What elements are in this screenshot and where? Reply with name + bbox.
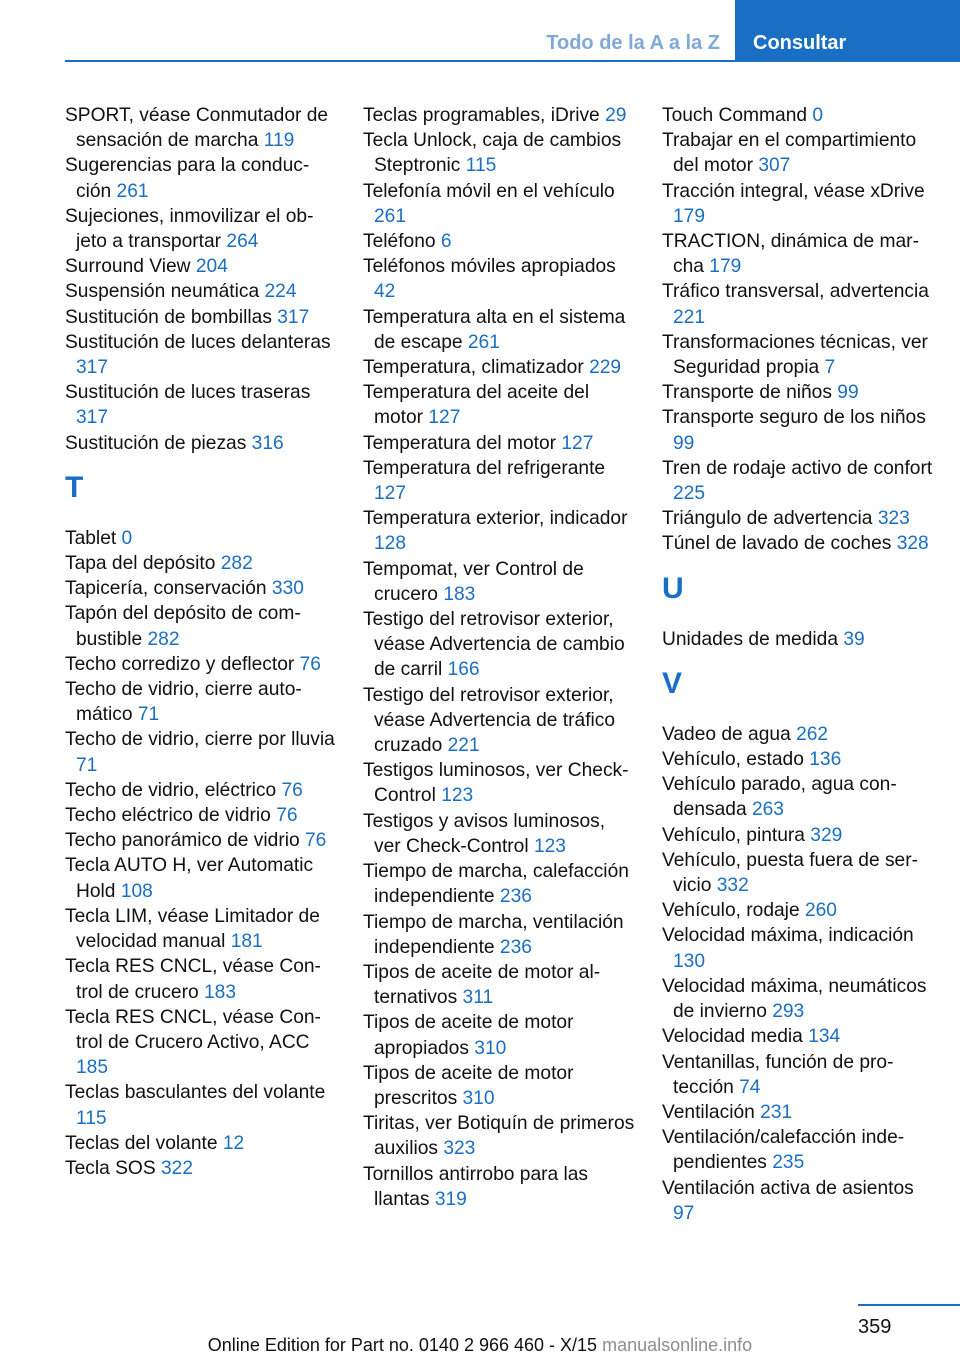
index-entry-text: Velocidad máxima, neumáticos de invierno bbox=[662, 975, 927, 1023]
index-entry bbox=[363, 1010, 635, 1060]
page-reference-link[interactable]: 235 bbox=[772, 1152, 805, 1174]
index-entry bbox=[65, 551, 337, 576]
page-reference-link[interactable]: 123 bbox=[533, 835, 566, 857]
index-entry-text: Temperatura alta en el sistema de escape bbox=[363, 306, 626, 353]
page-reference-link[interactable]: 76 bbox=[305, 830, 327, 852]
index-column-1 bbox=[65, 103, 337, 1181]
page-reference-link[interactable]: 319 bbox=[434, 1188, 467, 1210]
index-entry-text: Sujeciones, inmovilizar el objeto a transportar bbox=[65, 205, 314, 253]
index-entry bbox=[65, 330, 337, 380]
index-entry bbox=[65, 1080, 337, 1130]
page-reference-link[interactable]: 317 bbox=[76, 407, 109, 429]
index-entry-text: Ventilación bbox=[662, 1101, 755, 1123]
index-entry bbox=[65, 103, 337, 153]
page-header bbox=[0, 0, 960, 62]
index-entry-text: Transformaciones técnicas, ver Seguridad propia bbox=[662, 331, 928, 379]
online-edition-footer bbox=[0, 1335, 960, 1356]
index-entry bbox=[662, 1050, 934, 1100]
page-reference-link[interactable]: 264 bbox=[226, 231, 259, 253]
index-entry-text: Ventilación activa de asientos bbox=[662, 1177, 914, 1199]
header-divider bbox=[65, 60, 960, 62]
index-entry bbox=[65, 677, 337, 727]
index-entry bbox=[363, 1061, 635, 1111]
index-entry bbox=[65, 204, 337, 254]
index-entry bbox=[65, 601, 337, 651]
page-reference-link[interactable]: 179 bbox=[709, 256, 742, 278]
index-entry-text: Temperatura del aceite del motor bbox=[363, 382, 590, 429]
page-reference-link[interactable]: 128 bbox=[374, 533, 407, 555]
page-reference-link[interactable]: 293 bbox=[772, 1001, 805, 1023]
page-reference-link[interactable]: 282 bbox=[220, 553, 253, 575]
index-entry bbox=[662, 772, 934, 822]
page-reference-link[interactable]: 127 bbox=[374, 483, 407, 505]
index-entry bbox=[363, 456, 635, 506]
index-entry bbox=[65, 279, 337, 304]
index-entry-text: Teléfono bbox=[363, 231, 436, 253]
page-reference-link[interactable]: 262 bbox=[796, 723, 829, 745]
page-reference-link[interactable]: 134 bbox=[808, 1026, 841, 1048]
chapter-tab: Consultar bbox=[735, 0, 960, 62]
index-entry-text: Velocidad máxima, indicación bbox=[662, 925, 914, 947]
page-reference-link[interactable]: 204 bbox=[195, 256, 228, 278]
index-entry bbox=[363, 758, 635, 808]
footer-divider bbox=[858, 1304, 960, 1306]
page-reference-link[interactable]: 29 bbox=[605, 105, 627, 126]
page-reference-link[interactable]: 97 bbox=[673, 1202, 695, 1224]
page-reference-link[interactable]: 236 bbox=[499, 886, 532, 908]
page-reference-link[interactable]: 127 bbox=[428, 407, 461, 429]
page-reference-link[interactable]: 282 bbox=[147, 628, 180, 650]
page-reference-link[interactable]: 323 bbox=[877, 508, 910, 530]
index-entry-text: Tapicería, conservación bbox=[65, 578, 267, 600]
page-reference-link[interactable]: 261 bbox=[374, 205, 407, 227]
index-entry-text: Tipos de aceite de motor prescritos bbox=[363, 1062, 574, 1109]
index-entry-text: Sugerencias para la conducción bbox=[65, 155, 310, 202]
index-entry bbox=[662, 380, 934, 405]
page-reference-link[interactable]: 136 bbox=[809, 749, 842, 771]
watermark-text: manualsonline.info bbox=[602, 1335, 753, 1355]
page-reference-link[interactable]: 130 bbox=[673, 950, 706, 972]
index-entry bbox=[662, 456, 934, 506]
page-reference-link[interactable]: 6 bbox=[440, 231, 452, 253]
index-entry-text: Tapa del depósito bbox=[65, 553, 216, 575]
index-entry-text: Transporte de niños bbox=[662, 382, 832, 404]
page-reference-link[interactable]: 323 bbox=[443, 1138, 476, 1160]
index-entry bbox=[65, 853, 337, 903]
page-reference-link[interactable]: 74 bbox=[739, 1076, 761, 1098]
page-reference-link[interactable]: 183 bbox=[443, 583, 476, 605]
index-entry bbox=[65, 1131, 337, 1156]
index-entry bbox=[65, 431, 337, 456]
index-entry bbox=[363, 910, 635, 960]
index-entry bbox=[662, 179, 934, 229]
page-reference-link[interactable]: 108 bbox=[120, 880, 153, 902]
page-reference-link[interactable]: 39 bbox=[843, 628, 865, 650]
page-reference-link[interactable]: 332 bbox=[716, 875, 749, 897]
index-entry bbox=[65, 904, 337, 954]
index-entry-text: Tecla RES CNCL, véase Control de Crucero Activo, ACC bbox=[65, 1006, 321, 1053]
page-reference-link[interactable]: 179 bbox=[673, 205, 706, 227]
page-reference-link[interactable]: 310 bbox=[462, 1087, 495, 1109]
page-reference-link[interactable]: 42 bbox=[374, 281, 396, 303]
index-entry bbox=[363, 683, 635, 759]
index-entry-text: Vehículo, pintura bbox=[662, 824, 805, 846]
page-reference-link[interactable]: 229 bbox=[589, 357, 622, 379]
index-entry bbox=[363, 506, 635, 556]
page-reference-link[interactable]: 225 bbox=[673, 483, 706, 505]
page-reference-link[interactable]: 260 bbox=[804, 900, 837, 922]
index-entry-text: Unidades de medida bbox=[662, 628, 839, 650]
index-entry bbox=[363, 254, 635, 304]
index-entry bbox=[65, 803, 337, 828]
index-entry bbox=[363, 355, 635, 380]
index-entry bbox=[65, 1005, 337, 1081]
index-entry-text: Testigo del retrovisor exterior, véase Advertencia de tráfico cruzado bbox=[363, 684, 616, 757]
index-entry bbox=[363, 128, 635, 178]
index-entry bbox=[65, 1156, 337, 1181]
index-entry-text: Tipos de aceite de motor apropiados bbox=[363, 1012, 574, 1059]
index-entry bbox=[662, 1024, 934, 1049]
index-entry bbox=[662, 128, 934, 178]
page-reference-link[interactable]: 261 bbox=[116, 180, 149, 202]
index-entry-text: Vehículo parado, agua condensada bbox=[662, 774, 897, 821]
page-reference-link[interactable]: 236 bbox=[499, 936, 532, 958]
index-entry bbox=[65, 778, 337, 803]
page-reference-link[interactable]: 76 bbox=[276, 805, 298, 827]
index-entry-text: Techo eléctrico de vidrio bbox=[65, 805, 271, 827]
index-entry bbox=[662, 330, 934, 380]
page-number: 359 bbox=[858, 1316, 892, 1338]
page-reference-link[interactable]: 115 bbox=[465, 155, 497, 177]
index-entry bbox=[662, 848, 934, 898]
index-entry-text: Tecla Unlock, caja de cambios Steptronic bbox=[363, 130, 622, 177]
page-reference-link[interactable]: 328 bbox=[896, 533, 929, 555]
index-entry-text: TRACTION, dinámica de marcha bbox=[662, 231, 919, 278]
page-reference-link[interactable]: 185 bbox=[76, 1057, 109, 1079]
page-reference-link[interactable]: 0 bbox=[812, 105, 824, 126]
index-entry bbox=[662, 1100, 934, 1125]
index-entry bbox=[363, 557, 635, 607]
page-reference-link[interactable]: 224 bbox=[264, 281, 297, 303]
index-entry-text: Vehículo, rodaje bbox=[662, 900, 800, 922]
page-reference-link[interactable]: 0 bbox=[121, 527, 133, 549]
index-entry bbox=[662, 506, 934, 531]
index-entry-text: Sustitución de luces traseras bbox=[65, 382, 311, 404]
index-letter-heading: U bbox=[662, 571, 684, 605]
page-reference-link[interactable]: 330 bbox=[271, 578, 304, 600]
page-reference-link[interactable]: 307 bbox=[758, 155, 791, 177]
index-entry-text: Temperatura, climatizador bbox=[363, 357, 584, 379]
index-entry bbox=[662, 1125, 934, 1175]
index-entry-text: Tecla LIM, véase Limitador de velocidad manual bbox=[65, 905, 320, 953]
index-entry bbox=[662, 1176, 934, 1226]
page-reference-link[interactable]: 71 bbox=[137, 704, 160, 726]
index-entry-text: Tracción integral, véase xDrive bbox=[662, 180, 925, 202]
page-reference-link[interactable]: 99 bbox=[837, 382, 859, 404]
index-entry-text: SPORT, véase Conmutador de sensación de marcha bbox=[65, 105, 329, 152]
index-entry bbox=[363, 859, 635, 909]
page-reference-link[interactable]: 322 bbox=[161, 1157, 194, 1179]
page-reference-link[interactable]: 119 bbox=[263, 130, 295, 152]
index-entry-text: Teclas programables, iDrive bbox=[363, 105, 600, 126]
index-entry-text: Temperatura del motor bbox=[363, 432, 557, 454]
index-entry-text: Tecla AUTO H, ver Automatic Hold bbox=[65, 855, 314, 902]
index-entry bbox=[65, 305, 337, 330]
page-reference-link[interactable]: 263 bbox=[751, 799, 784, 821]
page-reference-link[interactable]: 316 bbox=[251, 432, 284, 454]
index-entry-text: Tecla SOS bbox=[65, 1157, 156, 1179]
index-entry bbox=[363, 1111, 635, 1161]
index-letter-heading: V bbox=[662, 666, 683, 700]
index-entry-text: Techo de vidrio, cierre por lluvia bbox=[65, 729, 335, 751]
index-entry-text: Techo panorámico de vidrio bbox=[65, 830, 300, 852]
page-reference-link[interactable]: 181 bbox=[230, 931, 263, 953]
index-entry bbox=[662, 722, 934, 747]
index-entry-text: Túnel de lavado de coches bbox=[662, 533, 892, 555]
index-entry-text: Tapón del depósito de combustible bbox=[65, 603, 301, 650]
page-reference-link[interactable]: 7 bbox=[824, 357, 836, 379]
index-entry bbox=[65, 576, 337, 601]
index-entry bbox=[662, 279, 934, 329]
index-entry-text: Sustitución de piezas bbox=[65, 432, 247, 454]
index-entry bbox=[65, 254, 337, 279]
index-entry-text: Tiempo de marcha, calefacción independiente bbox=[363, 861, 629, 908]
index-entry-text: Tornillos antirrobo para las llantas bbox=[363, 1163, 589, 1210]
page-reference-link[interactable]: 329 bbox=[810, 824, 843, 846]
index-entry bbox=[65, 153, 337, 203]
index-entry-text: Tráfico transversal, advertencia bbox=[662, 281, 929, 303]
index-entry-text: Tempomat, ver Control de crucero bbox=[363, 558, 584, 605]
index-entry bbox=[662, 823, 934, 848]
index-entry-text: Sustitución de bombillas bbox=[65, 306, 272, 328]
index-entry-text: Testigos luminosos, ver Check-Control bbox=[363, 760, 629, 807]
index-entry-text: Tiempo de marcha, ventilación independiente bbox=[363, 911, 624, 958]
index-entry-text: Trabajar en el compartimiento del motor bbox=[662, 130, 917, 177]
index-entry-text: Triángulo de advertencia bbox=[662, 508, 873, 530]
index-entry bbox=[363, 607, 635, 683]
page-reference-link[interactable]: 221 bbox=[673, 306, 706, 328]
index-entry bbox=[363, 809, 635, 859]
index-entry-text: Techo de vidrio, cierre automático bbox=[65, 679, 302, 726]
index-entry bbox=[662, 898, 934, 923]
page-reference-link[interactable]: 221 bbox=[447, 735, 480, 757]
index-entry bbox=[363, 229, 635, 254]
index-entry-text: Tipos de aceite de motor alternativos bbox=[363, 961, 601, 1009]
index-entry-text: Ventilación/calefacción independientes bbox=[662, 1127, 905, 1174]
index-entry bbox=[65, 954, 337, 1004]
index-entry-text: Touch Command bbox=[662, 105, 813, 126]
index-entry bbox=[662, 747, 934, 772]
index-entry-text: Tecla RES CNCL, véase Control de crucero bbox=[65, 956, 321, 1003]
index-entry-text: Vadeo de agua bbox=[662, 723, 791, 745]
index-entry-text: Temperatura exterior, indicador bbox=[363, 508, 628, 530]
page-reference-link[interactable]: 317 bbox=[277, 306, 310, 328]
page-reference-link[interactable]: 317 bbox=[76, 357, 109, 379]
index-entry-text: Tiritas, ver Botiquín de primeros auxilios bbox=[363, 1113, 635, 1160]
index-entry bbox=[363, 103, 635, 128]
page-reference-link[interactable]: 231 bbox=[760, 1101, 793, 1123]
index-entry bbox=[363, 305, 635, 355]
page-reference-link[interactable]: 166 bbox=[447, 659, 480, 681]
index-letter-heading: T bbox=[65, 470, 84, 504]
index-entry-text: Techo corredizo y deflector bbox=[65, 653, 295, 675]
page-reference-link[interactable]: 99 bbox=[673, 432, 695, 454]
index-entry-text: Vehículo, puesta fuera de servicio bbox=[662, 849, 918, 897]
page-reference-link[interactable]: 311 bbox=[462, 987, 494, 1009]
section-breadcrumb: Todo de la A a la Z bbox=[546, 32, 720, 54]
index-entry bbox=[662, 923, 934, 973]
index-entry-text: Ventanillas, función de protección bbox=[662, 1051, 894, 1098]
index-entry-text: Teclas basculantes del volante bbox=[65, 1082, 326, 1104]
index-entry-text: Transporte seguro de los niños bbox=[662, 407, 926, 429]
index-entry-text: Velocidad media bbox=[662, 1026, 803, 1048]
index-entry-text: Telefonía móvil en el vehículo bbox=[363, 180, 615, 202]
index-entry bbox=[65, 727, 337, 777]
index-entry-text: Testigo del retrovisor exterior, véase Advertencia de cambio de carril bbox=[363, 609, 625, 681]
page-reference-link[interactable]: 261 bbox=[467, 331, 500, 353]
page-reference-link[interactable]: 127 bbox=[561, 432, 594, 454]
index-entry bbox=[662, 974, 934, 1024]
page-reference-link[interactable]: 183 bbox=[203, 981, 236, 1003]
index-entry bbox=[363, 380, 635, 430]
page-reference-link[interactable]: 76 bbox=[281, 779, 303, 801]
index-entry-text: Sustitución de luces delanteras bbox=[65, 331, 331, 353]
index-entry bbox=[662, 627, 934, 652]
page-reference-link[interactable]: 310 bbox=[474, 1037, 507, 1059]
index-entry-text: Temperatura del refrigerante bbox=[363, 457, 606, 479]
index-entry bbox=[363, 960, 635, 1010]
index-entry-text: Teclas del volante bbox=[65, 1132, 218, 1154]
index-entry-text: Tablet bbox=[65, 527, 122, 549]
index-entry bbox=[363, 431, 635, 456]
index-column-3 bbox=[662, 103, 934, 1226]
index-entry bbox=[662, 531, 934, 556]
index-entry bbox=[662, 405, 934, 455]
online-edition-text: Online Edition for Part no. 0140 2 966 460 - X/15 bbox=[207, 1335, 598, 1355]
page-reference-link[interactable]: 115 bbox=[76, 1107, 107, 1129]
index-entry-text: Techo de vidrio, eléctrico bbox=[65, 779, 277, 801]
page-reference-link[interactable]: 12 bbox=[222, 1132, 245, 1154]
index-entry bbox=[65, 652, 337, 677]
index-entry bbox=[65, 828, 337, 853]
index-column-2 bbox=[363, 103, 635, 1212]
index-entry bbox=[662, 229, 934, 279]
page-reference-link[interactable]: 76 bbox=[299, 653, 321, 675]
index-entry-text: Vehículo, estado bbox=[662, 749, 804, 771]
page-reference-link[interactable]: 123 bbox=[441, 785, 474, 807]
index-entry bbox=[363, 179, 635, 229]
index-entry-text: Suspensión neumática bbox=[65, 281, 260, 303]
index-entry-text: Surround View bbox=[65, 256, 191, 278]
page-reference-link[interactable]: 71 bbox=[76, 754, 98, 776]
index-entry bbox=[363, 1162, 635, 1212]
index-entry bbox=[662, 103, 934, 128]
index-entry-text: Teléfonos móviles apropiados bbox=[363, 256, 616, 278]
index-entry-text: Tren de rodaje activo de confort bbox=[662, 457, 933, 479]
index-entry-text: Testigos y avisos luminosos, ver Check-Control bbox=[363, 810, 606, 857]
index-entry bbox=[65, 526, 337, 551]
index-entry bbox=[65, 380, 337, 430]
